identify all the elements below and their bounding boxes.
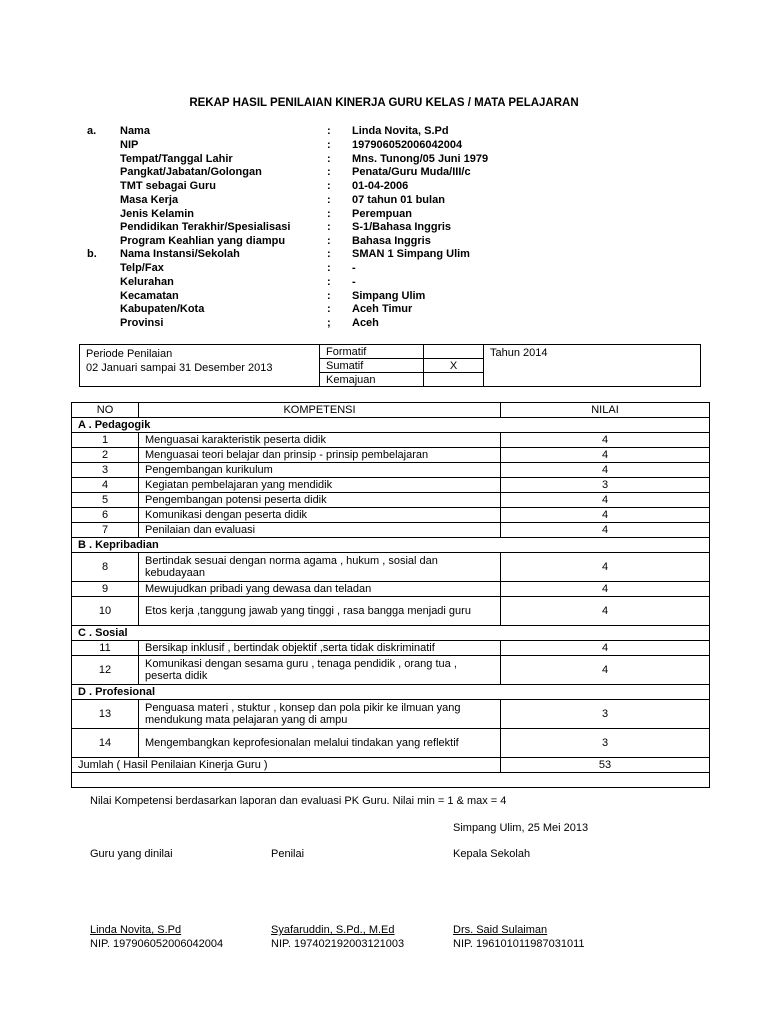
field-label-ttl: Tempat/Tanggal Lahir [120, 153, 233, 165]
row-competency: Komunikasi dengan sesama guru , tenaga pendidik , orang tua , peserta didik [139, 656, 501, 685]
field-colon: : [327, 235, 331, 247]
field-label-tmt: TMT sebagai Guru [120, 180, 216, 192]
field-colon: : [327, 262, 331, 274]
field-colon: : [327, 290, 331, 302]
row-competency: Bertindak sesuai dengan norma agama , hukum , sosial dan kebudayaan [139, 553, 501, 582]
competency-table [71, 402, 710, 788]
field-colon: : [327, 194, 331, 206]
table-row [72, 582, 710, 597]
section-heading: D . Profesional [72, 685, 710, 700]
field-label-jenis-kelamin: Jenis Kelamin [120, 208, 194, 220]
table-row [72, 448, 710, 463]
signer-name-penilai: Syafaruddin, S.Pd., M.Ed [271, 924, 395, 936]
field-value-nip: 197906052006042004 [352, 139, 463, 151]
signer-nip-kepala: NIP. 196101011987031011 [453, 938, 585, 950]
field-value-kelurahan: - [352, 276, 356, 288]
table-row [72, 508, 710, 523]
section-heading: C . Sosial [72, 626, 710, 641]
assessment-mark-sumatif: X [424, 359, 484, 373]
row-score: 4 [501, 493, 710, 508]
row-competency: Penguasa materi , stuktur , konsep dan pola pikir ke ilmuan yang mendukung mata pelajaran yang di ampu [139, 700, 501, 729]
signer-role-kepala: Kepala Sekolah [453, 848, 531, 860]
row-competency: Menguasai karakteristik peserta didik [139, 433, 501, 448]
field-label-program-keahlian: Program Keahlian yang diampu [120, 235, 286, 247]
field-label-telp: Telp/Fax [120, 262, 164, 274]
field-label-pangkat: Pangkat/Jabatan/Golongan [120, 166, 262, 178]
row-no: 2 [72, 448, 139, 463]
table-row [72, 493, 710, 508]
field-value-ttl: Mns. Tunong/05 Juni 1979 [352, 153, 489, 165]
header-nilai: NILAI [501, 403, 710, 418]
row-no: 6 [72, 508, 139, 523]
field-value-nama: Linda Novita, S.Pd [352, 125, 449, 137]
document-title: REKAP HASIL PENILAIAN KINERJA GURU KELAS / MATA PELAJARAN [189, 97, 579, 109]
row-no: 5 [72, 493, 139, 508]
row-no: 9 [72, 582, 139, 597]
row-competency: Pengembangan potensi peserta didik [139, 493, 501, 508]
field-label-nama: Nama [120, 125, 150, 137]
field-value-provinsi: Aceh [352, 317, 379, 329]
field-colon: : [327, 303, 331, 315]
assessment-type-formatif: Formatif [320, 345, 424, 359]
field-value-pangkat: Penata/Guru Muda/III/c [352, 166, 471, 178]
period-cell [80, 345, 320, 387]
field-label-kelurahan: Kelurahan [120, 276, 174, 288]
field-value-masa-kerja: 07 tahun 01 bulan [352, 194, 445, 206]
field-colon: : [327, 153, 331, 165]
period-table [79, 344, 701, 387]
row-competency: Bersikap inklusif , bertindak objektif ,serta tidak diskriminatif [139, 641, 501, 656]
row-score: 4 [501, 597, 710, 626]
field-label-kecamatan: Kecamatan [120, 290, 179, 302]
section-b-letter: b. [87, 248, 97, 260]
table-row [72, 478, 710, 493]
assessment-type-sumatif: Sumatif [320, 359, 424, 373]
signer-name-guru: Linda Novita, S.Pd [90, 924, 182, 936]
section-heading: B . Kepribadian [72, 538, 710, 553]
field-colon: : [327, 125, 331, 137]
total-row [72, 758, 710, 773]
score-note: Nilai Kompetensi berdasarkan laporan dan evaluasi PK Guru. Nilai min = 1 & max = 4 [90, 795, 507, 807]
row-competency: Kegiatan pembelajaran yang mendidik [139, 478, 501, 493]
table-row [72, 433, 710, 448]
field-colon: : [327, 221, 331, 233]
row-score: 4 [501, 641, 710, 656]
period-range: 02 Januari sampai 31 Desember 2013 [86, 362, 273, 374]
signer-nip-penilai: NIP. 197402192003121003 [271, 938, 405, 950]
row-no: 3 [72, 463, 139, 478]
table-row [72, 463, 710, 478]
total-value: 53 [501, 758, 710, 773]
assessment-mark-formatif [424, 345, 484, 359]
field-colon: : [327, 180, 331, 192]
row-no: 4 [72, 478, 139, 493]
field-label-pendidikan: Pendidikan Terakhir/Spesialisasi [120, 221, 291, 233]
row-score: 4 [501, 433, 710, 448]
field-label-kabupaten: Kabupaten/Kota [120, 303, 205, 315]
empty-row [72, 773, 710, 788]
row-competency: Komunikasi dengan peserta didik [139, 508, 501, 523]
field-colon: : [327, 139, 331, 151]
row-score: 4 [501, 463, 710, 478]
row-competency: Penilaian dan evaluasi [139, 523, 501, 538]
field-value-jenis-kelamin: Perempuan [352, 208, 412, 220]
row-score: 4 [501, 553, 710, 582]
row-score: 4 [501, 656, 710, 685]
field-label-provinsi: Provinsi [120, 317, 164, 329]
row-no: 7 [72, 523, 139, 538]
field-label-nip: NIP [120, 139, 139, 151]
row-score: 3 [501, 478, 710, 493]
row-no: 12 [72, 656, 139, 685]
assessment-type-kemajuan: Kemajuan [320, 373, 424, 387]
row-score: 4 [501, 508, 710, 523]
field-label-instansi: Nama Instansi/Sekolah [120, 248, 240, 260]
field-value-kabupaten: Aceh Timur [352, 303, 413, 315]
row-score: 4 [501, 582, 710, 597]
field-value-tmt: 01-04-2006 [352, 180, 409, 192]
row-competency: Pengembangan kurikulum [139, 463, 501, 478]
row-no: 13 [72, 700, 139, 729]
signer-role-penilai: Penilai [271, 848, 305, 860]
signer-name-kepala: Drs. Said Sulaiman [453, 924, 548, 936]
table-row [72, 700, 710, 729]
section-heading: A . Pedagogik [72, 418, 710, 433]
row-score: 4 [501, 448, 710, 463]
total-label: Jumlah ( Hasil Penilaian Kinerja Guru ) [72, 758, 501, 773]
section-a-letter: a. [87, 125, 97, 137]
row-no: 1 [72, 433, 139, 448]
period-year: Tahun 2014 [484, 345, 701, 387]
signer-nip-guru: NIP. 197906052006042004 [90, 938, 224, 950]
table-row [72, 523, 710, 538]
table-row [72, 641, 710, 656]
field-value-instansi: SMAN 1 Simpang Ulim [352, 248, 470, 260]
table-row [72, 553, 710, 582]
row-no: 11 [72, 641, 139, 656]
field-value-program-keahlian: Bahasa Inggris [352, 235, 431, 247]
header-kompetensi: KOMPETENSI [139, 403, 501, 418]
table-row [72, 597, 710, 626]
field-colon: : [327, 166, 331, 178]
field-value-pendidikan: S-1/Bahasa Inggris [352, 221, 452, 233]
row-score: 3 [501, 729, 710, 758]
field-value-kecamatan: Simpang Ulim [352, 290, 426, 302]
field-colon: ; [327, 317, 331, 329]
assessment-mark-kemajuan [424, 373, 484, 387]
row-no: 14 [72, 729, 139, 758]
period-label: Periode Penilaian [86, 348, 173, 360]
row-competency: Etos kerja ,tanggung jawab yang tinggi , rasa bangga menjadi guru [139, 597, 501, 626]
place-date: Simpang Ulim, 25 Mei 2013 [453, 822, 589, 834]
table-row [72, 729, 710, 758]
row-no: 10 [72, 597, 139, 626]
row-no: 8 [72, 553, 139, 582]
field-label-masa-kerja: Masa Kerja [120, 194, 179, 206]
row-competency: Menguasai teori belajar dan prinsip - prinsip pembelajaran [139, 448, 501, 463]
field-colon: : [327, 208, 331, 220]
row-competency: Mewujudkan pribadi yang dewasa dan teladan [139, 582, 501, 597]
row-competency: Mengembangkan keprofesionalan melalui tindakan yang reflektif [139, 729, 501, 758]
header-no: NO [72, 403, 139, 418]
row-score: 3 [501, 700, 710, 729]
field-colon: : [327, 248, 331, 260]
field-value-telp: - [352, 262, 356, 274]
table-row [72, 656, 710, 685]
signer-role-guru: Guru yang dinilai [90, 848, 173, 860]
field-colon: : [327, 276, 331, 288]
row-score: 4 [501, 523, 710, 538]
